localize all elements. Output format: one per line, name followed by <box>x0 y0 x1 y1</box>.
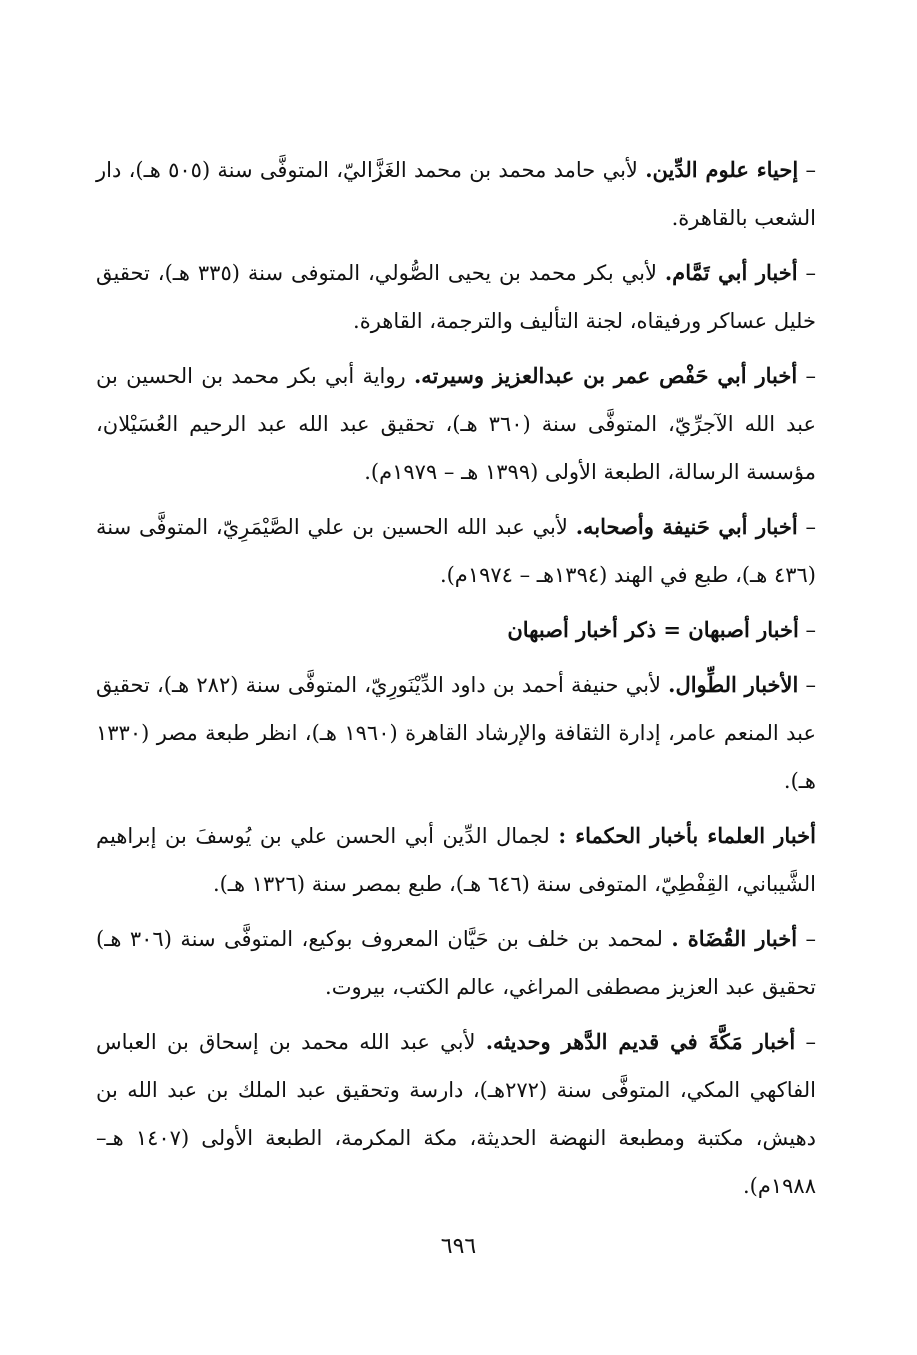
entry-dash: – <box>797 364 816 388</box>
bibliography-list <box>96 146 816 1217</box>
entry-dash: – <box>798 158 816 182</box>
bibliography-entry <box>96 661 816 805</box>
entry-details: رواية أبي بكر محمد بن الحسين بن عبد الله الآجرِّيّ، المتوفَّى سنة (٣٦٠ هـ)، تحقيق عبد الله عبد الرحيم العُسَيْلان، مؤسسة الرسالة، الطبعة الأولى (١٣٩٩ هـ – ١٩٧٩م). <box>96 364 816 484</box>
entry-details: لأبي حنيفة أحمد بن داود الدِّيْنَورِيّ، المتوفَّى سنة (٢٨٢ هـ)، تحقيق عبد المنعم عامر، إدارة الثقافة والإرشاد القاهرة (١٩٦٠ هـ)، انظر طبعة مصر (١٣٣٠ هـ). <box>96 673 816 793</box>
entry-details: لجمال الدِّين أبي الحسن علي بن يُوسفَ بن إبراهيم الشَّيباني، القِفْطِيّ، المتوفى سنة (٦٤٦ هـ)، طبع بمصر سنة (١٣٢٦ هـ). <box>96 824 816 896</box>
entry-dash: – <box>795 1030 816 1054</box>
entry-details: لأبي عبد الله الحسين بن علي الصَّيْمَرِيّ، المتوفَّى سنة (٤٣٦ هـ)، طبع في الهند (١٣٩٤هـ – ١٩٧٤م). <box>96 515 816 587</box>
bibliography-entry <box>96 606 816 654</box>
entry-title: أخبار العلماء بأخبار الحكماء : <box>558 823 816 848</box>
entry-details: لأبي عبد الله محمد بن إسحاق بن العباس الفاكهي المكي، المتوفَّى سنة (٢٧٢هـ)، دارسة وتحقيق عبد الملك بن عبد الله بن دهيش، مكتبة ومطبعة النهضة الحديثة، مكة المكرمة، الطبعة الأولى (١٤٠٧ هـ– ١٩٨٨م). <box>96 1030 816 1198</box>
entry-details: لأبي بكر محمد بن يحيى الصُّولي، المتوفى سنة (٣٣٥ هـ)، تحقيق خليل عساكر ورفيقاه، لجنة التأليف والترجمة، القاهرة. <box>96 261 816 333</box>
entry-title: أخبار القُضَاة . <box>671 926 798 951</box>
bibliography-entry <box>96 812 816 908</box>
entry-title: الأخبار الطِّوال. <box>668 672 799 697</box>
entry-title: أخبار أبي تَمَّام. <box>664 260 798 285</box>
entry-title: أخبار أصبهان = ذكر أخبار أصبهان <box>507 617 799 642</box>
entry-dash: – <box>798 673 817 697</box>
page-number: ٦٩٦ <box>440 1234 477 1259</box>
bibliography-entry <box>96 249 816 345</box>
entry-title: أخبار أبي حَفْص عمر بن عبدالعزيز وسيرته. <box>413 363 798 388</box>
bibliography-entry <box>96 503 816 599</box>
entry-details: لأبي حامد محمد بن محمد الغَزَّاليّ، المتوفَّى سنة (٥٠٥ هـ)، دار الشعب بالقاهرة. <box>96 158 816 230</box>
entry-dash: – <box>797 927 816 951</box>
entry-dash: – <box>798 618 816 642</box>
entry-title: إحياء علوم الدِّين. <box>645 157 799 182</box>
entry-title: أخبار أبي حَنيفة وأصحابه. <box>575 514 798 539</box>
entry-details: لمحمد بن خلف بن حَيَّان المعروف بوكيع، المتوفَّى سنة (٣٠٦ هـ) تحقيق عبد العزيز مصطفى المراغي، عالم الكتب، بيروت. <box>96 927 816 999</box>
bibliography-entry <box>96 352 816 496</box>
entry-dash: – <box>797 261 816 285</box>
entry-dash: – <box>797 515 816 539</box>
bibliography-entry <box>96 915 816 1011</box>
entry-title: أخبار مَكَّةَ في قديم الدَّهر وحديثه. <box>485 1029 796 1054</box>
bibliography-entry <box>96 1018 816 1210</box>
bibliography-entry <box>96 146 816 242</box>
